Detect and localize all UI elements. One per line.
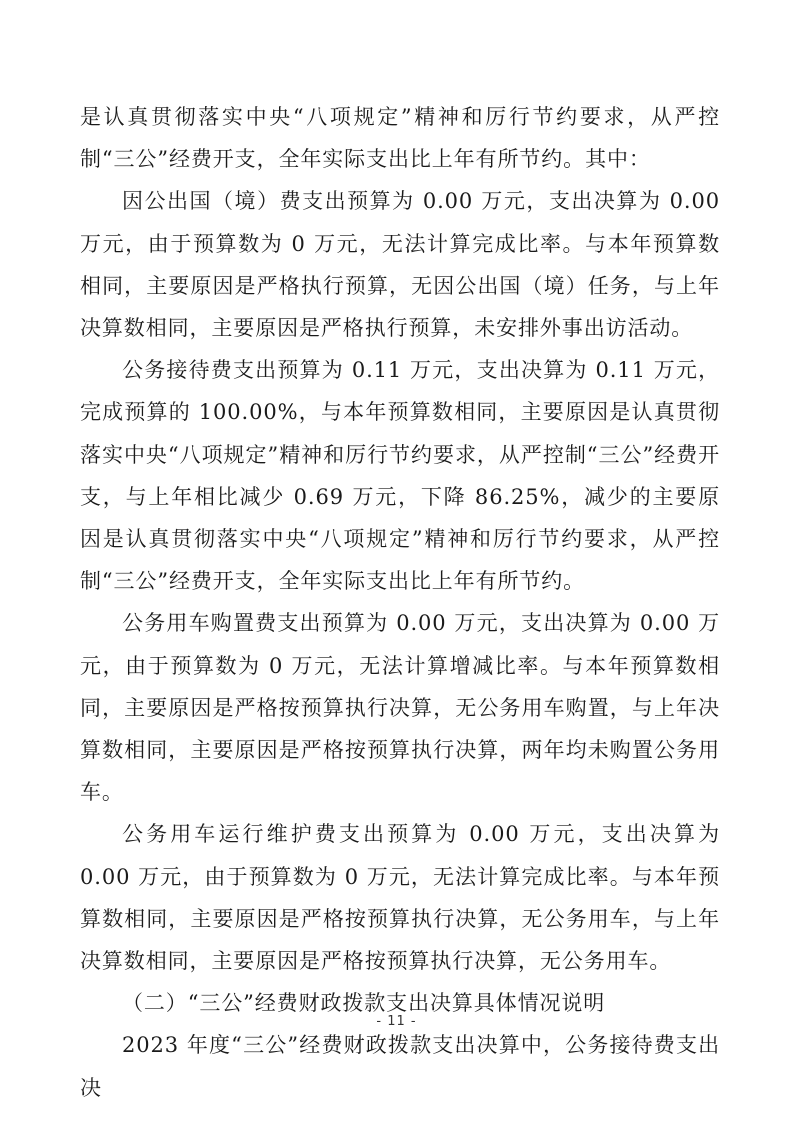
section-heading: （二）“三公”经费财政拨款支出决算具体情况说明 bbox=[122, 991, 606, 1016]
paragraph-vehicle-purchase: 公务用车购置费支出预算为 0.00 万元，支出决算为 0.00 万元，由于预算数为 0 万元，无法计算增减比率。与本年预算数相同，主要原因是严格按预算执行决算，无公务用车购置，与上年决算数相同，主要原因是严格按预算执行决算，两年均未购置公务用车。 bbox=[80, 611, 720, 805]
page-number: - 11 - bbox=[376, 1014, 417, 1029]
paragraph-continuation: 是认真贯彻落实中央“八项规定”精神和厉行节约要求，从严控制“三公”经费开支，全年实际支出比上年有所节约。其中： bbox=[80, 105, 720, 172]
paragraph-section-intro: 2023 年度“三公”经费财政拨款支出决算中，公务接待费支出决 bbox=[80, 1033, 720, 1100]
paragraph-vehicle-operation: 公务用车运行维护费支出预算为 0.00 万元，支出决算为 0.00 万元，由于预算数为 0 万元，无法计算完成比率。与本年预算数相同，主要原因是严格按预算执行决算，无公务用车，与上年决算数相同，主要原因是严格按预算执行决算，无公务用车。 bbox=[80, 822, 720, 974]
body-text bbox=[80, 96, 720, 1109]
paragraph-reception-expense: 公务接待费支出预算为 0.11 万元，支出决算为 0.11 万元，完成预算的 100.00%，与本年预算数相同，主要原因是认真贯彻落实中央“八项规定”精神和厉行节约要求，从严控制“三公”经费开支，与上年相比减少 0.69 万元，下降 86.25%，减少的主要原因是认真贯彻落实中央“八项规定”精神和厉行节约要求，从严控制“三公”经费开支，全年实际支出比上年有所节约。 bbox=[80, 358, 720, 594]
paragraph-overseas-expense: 因公出国（境）费支出预算为 0.00 万元，支出决算为 0.00 万元，由于预算数为 0 万元，无法计算完成比率。与本年预算数相同，主要原因是严格执行预算，无因公出国（境）任务，与上年决算数相同，主要原因是严格执行预算，未安排外事出访活动。 bbox=[80, 189, 720, 341]
